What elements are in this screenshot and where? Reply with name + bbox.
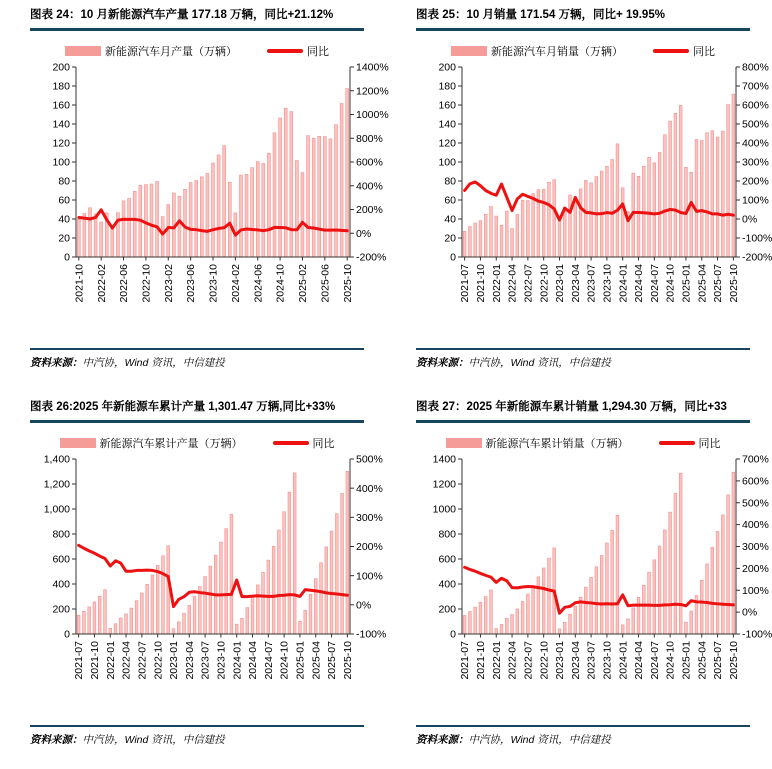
line-series-label: 同比 (693, 45, 715, 58)
svg-text:2025-10: 2025-10 (727, 640, 740, 680)
svg-text:500%: 500% (356, 453, 383, 466)
source-text: 中汽协，Wind 资讯，中信建投 (82, 357, 225, 369)
svg-text:2025-01: 2025-01 (294, 640, 307, 680)
source-note (416, 350, 750, 370)
svg-text:2025-10: 2025-10 (727, 263, 740, 303)
svg-text:-200%: -200% (742, 251, 772, 264)
svg-text:2022-06: 2022-06 (118, 263, 131, 303)
svg-text:1200: 1200 (432, 478, 456, 491)
svg-text:120: 120 (438, 137, 456, 150)
chart-title-27: 图表 27：2025 年新能源车累计销量 1,294.30 万辆，同比+33 (416, 401, 727, 413)
svg-text:0%: 0% (742, 213, 758, 226)
svg-text:2024-02: 2024-02 (229, 263, 242, 303)
chart-title-25: 图表 25：10 月销量 171.54 万辆，同比+ 19.95% (416, 9, 665, 21)
svg-text:2025-07: 2025-07 (712, 263, 725, 303)
svg-text:2024-10: 2024-10 (664, 263, 677, 303)
svg-text:0: 0 (450, 628, 456, 641)
svg-text:2025-04: 2025-04 (696, 640, 709, 680)
svg-text:2023-07: 2023-07 (585, 640, 598, 680)
svg-text:2022-04: 2022-04 (120, 640, 133, 680)
svg-text:400%: 400% (356, 180, 383, 193)
svg-text:2025-01: 2025-01 (680, 640, 693, 680)
source-prefix: 资料来源： (416, 357, 469, 369)
svg-text:2021-10: 2021-10 (475, 640, 488, 680)
svg-text:2023-04: 2023-04 (183, 640, 196, 680)
svg-text:2022-04: 2022-04 (506, 640, 519, 680)
svg-text:40: 40 (444, 213, 456, 226)
svg-text:2025-10: 2025-10 (341, 640, 354, 680)
svg-text:2023-01: 2023-01 (554, 640, 567, 680)
svg-text:80: 80 (444, 175, 456, 188)
svg-text:600: 600 (52, 553, 70, 566)
svg-text:2022-07: 2022-07 (522, 640, 535, 680)
svg-text:300%: 300% (742, 156, 769, 169)
svg-text:2025-04: 2025-04 (310, 640, 323, 680)
svg-text:2024-04: 2024-04 (633, 263, 646, 303)
svg-text:2022-04: 2022-04 (506, 263, 519, 303)
svg-text:160: 160 (52, 99, 70, 112)
bar-series-swatch-icon (60, 438, 96, 448)
svg-text:2022-10: 2022-10 (538, 263, 551, 303)
source-note (416, 727, 750, 747)
svg-text:2023-10: 2023-10 (601, 263, 614, 303)
svg-text:-200%: -200% (356, 251, 387, 264)
svg-text:2023-04: 2023-04 (569, 263, 582, 303)
line-series-label: 同比 (312, 437, 335, 450)
svg-text:0: 0 (64, 251, 70, 264)
svg-text:-100%: -100% (742, 232, 772, 245)
svg-text:1000%: 1000% (356, 109, 389, 122)
title-divider (416, 28, 750, 31)
svg-text:0: 0 (450, 251, 456, 264)
svg-text:1200%: 1200% (356, 85, 389, 98)
monthly-sales-chart (416, 61, 772, 339)
svg-text:2023-07: 2023-07 (199, 640, 212, 680)
svg-text:2022-01: 2022-01 (490, 640, 503, 680)
svg-text:2025-10: 2025-10 (341, 263, 354, 303)
svg-text:400%: 400% (742, 519, 769, 532)
svg-text:600%: 600% (742, 99, 769, 112)
svg-text:200%: 200% (356, 204, 383, 217)
svg-text:100%: 100% (742, 584, 769, 597)
svg-text:200: 200 (52, 603, 70, 616)
chart-panel-26 (0, 392, 386, 769)
line-series-label: 同比 (698, 437, 721, 450)
svg-text:2025-04: 2025-04 (696, 263, 709, 303)
chart-panel-25 (386, 0, 772, 392)
svg-text:2023-10: 2023-10 (601, 640, 614, 680)
svg-text:2024-04: 2024-04 (247, 640, 260, 680)
svg-text:140: 140 (52, 118, 70, 131)
title-divider (30, 420, 364, 423)
svg-text:2024-10: 2024-10 (274, 263, 287, 303)
svg-text:400: 400 (438, 578, 456, 591)
cumulative-sales-chart (416, 453, 772, 716)
chart-legend (416, 43, 750, 59)
svg-text:160: 160 (438, 99, 456, 112)
svg-text:2024-01: 2024-01 (617, 263, 630, 303)
svg-text:200%: 200% (742, 562, 769, 575)
svg-text:800%: 800% (356, 132, 383, 145)
svg-text:40: 40 (58, 213, 70, 226)
svg-text:0%: 0% (356, 227, 372, 240)
svg-text:120: 120 (52, 137, 70, 150)
svg-text:200%: 200% (356, 541, 383, 554)
svg-text:2024-07: 2024-07 (262, 640, 275, 680)
bar-series-swatch-icon (65, 46, 101, 56)
svg-text:200%: 200% (742, 175, 769, 188)
svg-text:800%: 800% (742, 61, 769, 74)
chart-panel-27 (386, 392, 772, 769)
svg-text:20: 20 (58, 232, 70, 245)
svg-text:2022-07: 2022-07 (522, 263, 535, 303)
chart-panel-24 (0, 0, 389, 392)
svg-text:600%: 600% (742, 475, 769, 488)
bar-series-swatch-icon (446, 438, 482, 448)
svg-text:2021-10: 2021-10 (475, 263, 488, 303)
svg-text:2023-04: 2023-04 (569, 640, 582, 680)
svg-text:2022-07: 2022-07 (136, 640, 149, 680)
svg-text:2024-10: 2024-10 (278, 640, 291, 680)
svg-text:800: 800 (52, 528, 70, 541)
line-series-swatch-icon (273, 441, 309, 445)
bar-series-label: 新能源汽车累计产量（万辆） (99, 437, 243, 450)
svg-text:100%: 100% (356, 570, 383, 583)
svg-text:700%: 700% (742, 80, 769, 93)
svg-text:1400%: 1400% (356, 61, 389, 74)
svg-text:2021-10: 2021-10 (73, 263, 86, 303)
svg-text:180: 180 (52, 80, 70, 93)
svg-text:200: 200 (52, 61, 70, 74)
svg-text:2023-06: 2023-06 (185, 263, 198, 303)
bar-series-label: 新能源汽车月产量（万辆） (105, 45, 237, 58)
svg-text:0%: 0% (742, 606, 758, 619)
svg-text:-100%: -100% (356, 628, 387, 641)
svg-text:60: 60 (58, 194, 70, 207)
svg-text:100: 100 (438, 156, 456, 169)
svg-text:2023-01: 2023-01 (554, 263, 567, 303)
svg-text:100: 100 (52, 156, 70, 169)
title-divider (416, 420, 750, 423)
svg-text:1400: 1400 (432, 453, 456, 466)
svg-text:1,200: 1,200 (43, 478, 70, 491)
svg-text:2022-10: 2022-10 (140, 263, 153, 303)
svg-text:60: 60 (444, 194, 456, 207)
title-divider (30, 28, 364, 31)
line-series-swatch-icon (659, 441, 695, 445)
svg-text:2021-07: 2021-07 (459, 263, 472, 303)
svg-text:800: 800 (438, 528, 456, 541)
svg-text:2022-01: 2022-01 (104, 640, 117, 680)
svg-text:2022-10: 2022-10 (152, 640, 165, 680)
svg-text:200: 200 (438, 61, 456, 74)
bar-series-label: 新能源汽车月销量（万辆） (491, 45, 623, 58)
svg-text:500%: 500% (742, 118, 769, 131)
svg-text:2025-01: 2025-01 (680, 263, 693, 303)
chart-title-26: 图表 26:2025 年新能源车累计产量 1,301.47 万辆,同比+33% (30, 401, 336, 413)
svg-text:600: 600 (438, 553, 456, 566)
svg-text:700%: 700% (742, 453, 769, 466)
source-prefix: 资料来源： (416, 734, 469, 746)
svg-text:2021-07: 2021-07 (459, 640, 472, 680)
svg-text:2022-01: 2022-01 (490, 263, 503, 303)
svg-text:2023-02: 2023-02 (162, 263, 175, 303)
svg-text:2023-01: 2023-01 (168, 640, 181, 680)
svg-text:2023-10: 2023-10 (215, 640, 228, 680)
source-prefix: 资料来源： (30, 357, 83, 369)
line-series-swatch-icon (267, 49, 303, 53)
svg-text:600%: 600% (356, 156, 383, 169)
svg-text:1,400: 1,400 (43, 453, 70, 466)
source-prefix: 资料来源： (30, 734, 83, 746)
svg-text:2023-10: 2023-10 (207, 263, 220, 303)
svg-text:2022-10: 2022-10 (538, 640, 551, 680)
svg-text:80: 80 (58, 175, 70, 188)
svg-text:400: 400 (52, 578, 70, 591)
svg-text:200: 200 (438, 603, 456, 616)
svg-text:2025-07: 2025-07 (712, 640, 725, 680)
svg-text:2025-07: 2025-07 (326, 640, 339, 680)
svg-text:-100%: -100% (742, 628, 772, 641)
svg-text:2025-06: 2025-06 (319, 263, 332, 303)
svg-text:400%: 400% (356, 482, 383, 495)
svg-text:1000: 1000 (432, 503, 456, 516)
chart-legend (416, 435, 750, 451)
chart-title-24: 图表 24：10 月新能源汽车产量 177.18 万辆，同比+21.12% (30, 9, 334, 21)
line-series-swatch-icon (653, 49, 689, 53)
svg-text:0: 0 (64, 628, 70, 641)
svg-text:2024-04: 2024-04 (633, 640, 646, 680)
source-text: 中汽协，Wind 资讯，中信建投 (468, 357, 611, 369)
bar-series-swatch-icon (451, 46, 487, 56)
svg-text:400%: 400% (742, 137, 769, 150)
source-text: 中汽协，Wind 资讯，中信建投 (468, 734, 611, 746)
svg-text:2024-06: 2024-06 (252, 263, 265, 303)
chart-legend (30, 435, 364, 451)
source-note (30, 727, 364, 747)
cumulative-production-chart (30, 453, 398, 716)
source-note (30, 350, 364, 370)
svg-text:2024-07: 2024-07 (648, 263, 661, 303)
line-series-label: 同比 (307, 45, 329, 58)
monthly-production-chart (30, 61, 398, 339)
svg-text:2024-10: 2024-10 (664, 640, 677, 680)
svg-text:2023-07: 2023-07 (585, 263, 598, 303)
chart-legend (30, 43, 364, 59)
svg-text:2024-01: 2024-01 (617, 640, 630, 680)
svg-text:2024-07: 2024-07 (648, 640, 661, 680)
svg-text:140: 140 (438, 118, 456, 131)
source-text: 中汽协，Wind 资讯，中信建投 (82, 734, 225, 746)
svg-text:300%: 300% (742, 541, 769, 554)
svg-text:2021-10: 2021-10 (89, 640, 102, 680)
svg-text:0%: 0% (356, 599, 372, 612)
svg-text:20: 20 (444, 232, 456, 245)
svg-text:2024-01: 2024-01 (231, 640, 244, 680)
svg-text:2022-02: 2022-02 (95, 263, 108, 303)
svg-text:2025-02: 2025-02 (297, 263, 310, 303)
svg-text:100%: 100% (742, 194, 769, 207)
bar-series-label: 新能源汽车累计销量（万辆） (485, 437, 629, 450)
svg-text:1,000: 1,000 (43, 503, 70, 516)
svg-text:2021-07: 2021-07 (73, 640, 86, 680)
svg-text:500%: 500% (742, 497, 769, 510)
svg-text:300%: 300% (356, 511, 383, 524)
svg-text:180: 180 (438, 80, 456, 93)
